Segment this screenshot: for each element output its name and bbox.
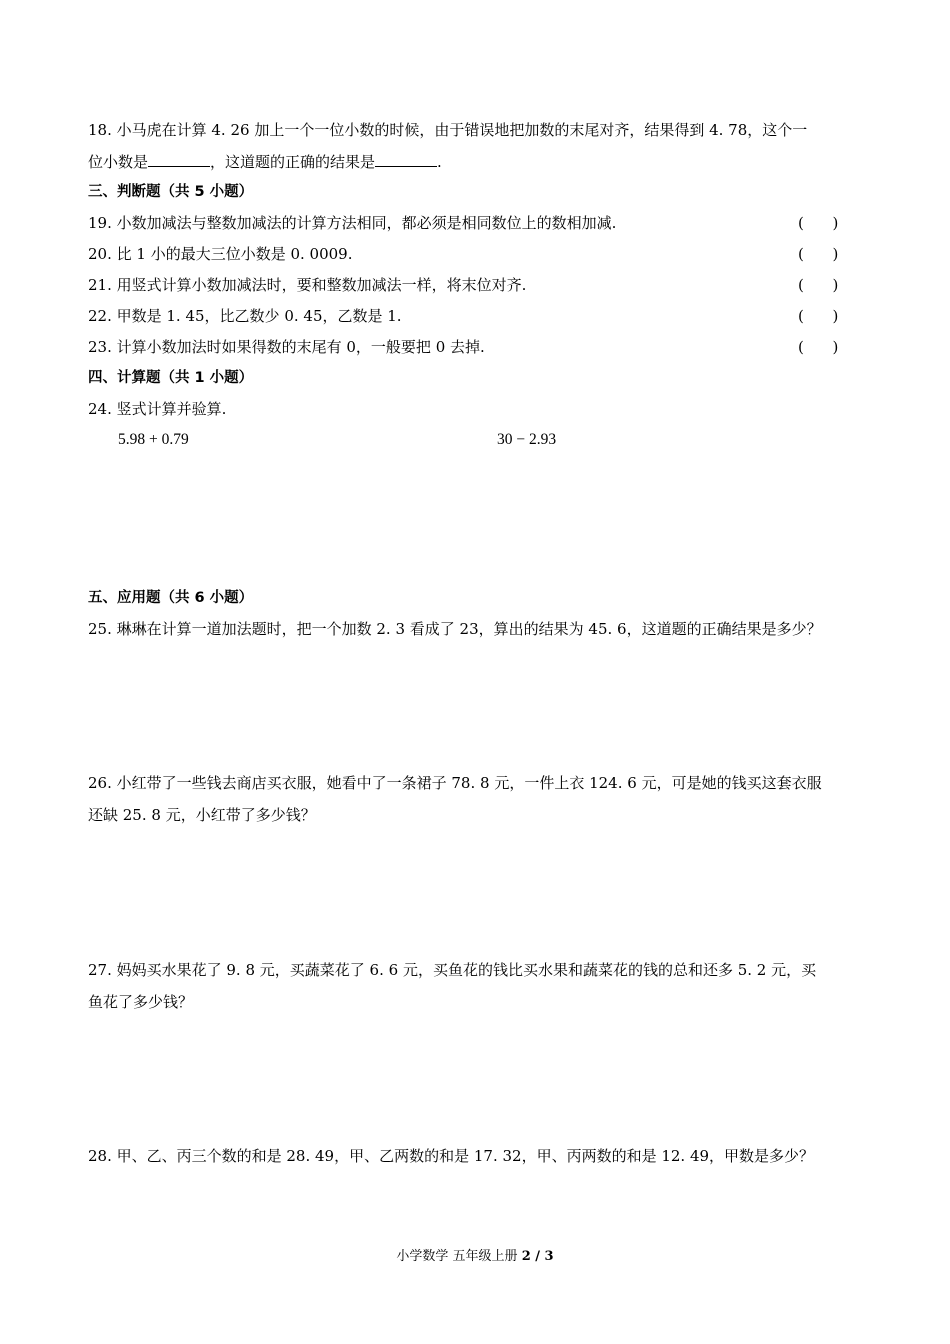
answer-paren-19[interactable]: ( ) — [798, 214, 839, 232]
section-4-heading: 四、计算题（共 1 小题） — [88, 370, 254, 386]
expression-2: 30 − 2.93 — [497, 431, 557, 448]
question-18-text-b: ，这道题的正确的结果是 — [210, 153, 376, 171]
question-18-text-c: . — [437, 153, 442, 171]
answer-paren-23[interactable]: ( ) — [798, 338, 839, 356]
section-3-heading: 三、判断题（共 5 小题） — [88, 184, 254, 200]
question-18-text-a: 位小数是 — [88, 153, 149, 171]
question-25: 25. 琳琳在计算一道加法题时，把一个加数 2. 3 看成了 23，算出的结果为 45. 6，这道题的正确结果是多少？ — [88, 620, 822, 638]
question-27-line-1: 27. 妈妈买水果花了 9. 8 元，买蔬菜花了 6. 6 元，买鱼花的钱比买水果和蔬菜花的钱的总和还多 5. 2 元，买 — [88, 961, 817, 979]
question-22: 22. 甲数是 1. 45，比乙数少 0. 45，乙数是 1. — [88, 307, 402, 325]
question-26-line-2: 还缺 25. 8 元，小红带了多少钱？ — [88, 806, 316, 824]
answer-blank-1[interactable] — [148, 152, 210, 167]
question-18-line-2 — [88, 152, 442, 172]
answer-blank-2[interactable] — [375, 152, 437, 167]
question-26-line-1: 26. 小红带了一些钱去商店买衣服，她看中了一条裙子 78. 8 元，一件上衣 124. 6 元，可是她的钱买这套衣服 — [88, 774, 822, 792]
question-18-line-1: 18. 小马虎在计算 4. 26 加上一个一位小数的时候，由于错误地把加数的末尾对齐，结果得到 4. 78，这个一 — [88, 121, 808, 139]
question-19: 19. 小数加减法与整数加减法的计算方法相同，都必须是相同数位上的数相加减. — [88, 214, 617, 232]
answer-paren-22[interactable]: ( ) — [798, 307, 839, 325]
question-20: 20. 比 1 小的最大三位小数是 0. 0009. — [88, 245, 353, 263]
answer-paren-20[interactable]: ( ) — [798, 245, 839, 263]
answer-paren-21[interactable]: ( ) — [798, 276, 839, 294]
page-footer — [0, 1248, 950, 1266]
question-21: 21. 用竖式计算小数加减法时，要和整数加减法一样，将末位对齐. — [88, 276, 527, 294]
page-number: 2 / 3 — [521, 1249, 554, 1264]
question-24: 24. 竖式计算并验算. — [88, 400, 227, 418]
question-23: 23. 计算小数加法时如果得数的末尾有 0，一般要把 0 去掉. — [88, 338, 485, 356]
section-5-heading: 五、应用题（共 6 小题） — [88, 590, 254, 606]
question-27-line-2: 鱼花了多少钱？ — [88, 993, 194, 1011]
expression-1: 5.98 + 0.79 — [118, 431, 189, 448]
footer-subject: 小学数学 五年级上册 — [396, 1249, 518, 1264]
question-28: 28. 甲、乙、丙三个数的和是 28. 49，甲、乙两数的和是 17. 32，甲、丙两数的和是 12. 49，甲数是多少？ — [88, 1147, 815, 1165]
